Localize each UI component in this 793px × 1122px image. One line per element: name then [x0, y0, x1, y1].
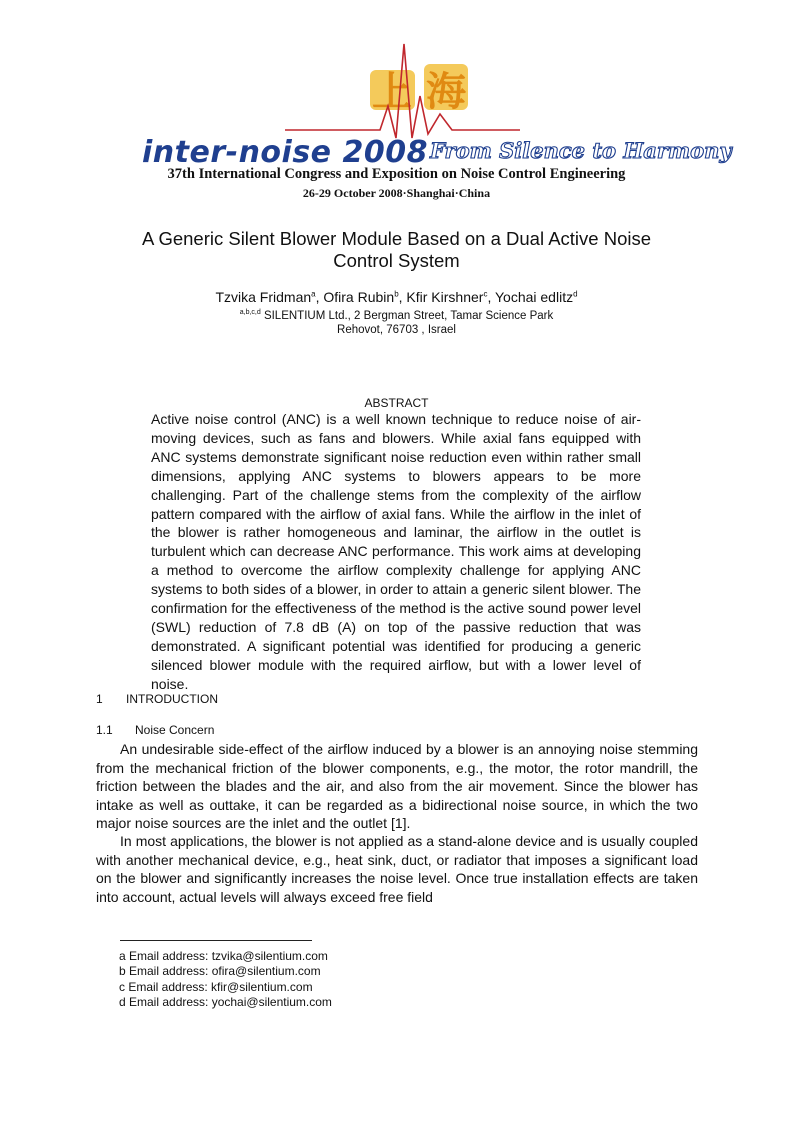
section-heading-introduction [96, 692, 218, 706]
conference-name: 37th International Congress and Exposition on Noise Control Engineering [167, 166, 626, 182]
logo-slogan: From Silence to Harmony [430, 138, 732, 163]
footnote-b: b Email address: ofira@silentium.com [119, 964, 321, 979]
logo-glyph-right: 海 [426, 69, 466, 115]
logo-glyph-left: 上 [372, 69, 412, 115]
footnote-c: c Email address: kfir@silentium.com [119, 979, 313, 994]
conference-logo [140, 42, 732, 170]
author-sup: c [483, 289, 488, 299]
footnote-a: a Email address: tzvika@silentium.com [119, 949, 328, 963]
author-name: Kfir Kirshner [406, 289, 484, 305]
author-sup: d [573, 289, 578, 299]
section-title: INTRODUCTION [126, 692, 218, 706]
abstract-text: Active noise control (ANC) is a well known technique to reduce noise of air-moving devices, such as fans and blowers. While axial fans equipped with ANC systems demonstrate significant noise reduction even within rather small dimensions, applying ANC systems to blowers appears to be more challenging. Part of the challenge stems from the complexity of the airflow pattern compared with the airflow of axial fans. While the airflow in the inlet of the blower is rather homogeneous and laminar, the airflow in the outlet is turbulent which can decrease ANC performance. This work aims at developing a method to overcome the airflow complexity challenge for applying ANC systems to both sides of a blower, in order to attain a generic silent blower. The confirmation for the effectiveness of the method is the active sound power level (SWL) reduction of 7.8 dB (A) on top of the passive reduction that was demonstrated. A significant potential was identified for producing a generic silenced blower module with the required airflow, but with a lower level of noise. [151, 411, 641, 692]
footnote-d: d Email address: yochai@silentium.com [119, 994, 332, 1009]
author-sup: b [394, 289, 399, 299]
section-number: 1 [96, 692, 103, 706]
author-list: Tzvika Fridman$^a$, Ofira Rubin$^b$, Kfir Kirshner$^c$, Yochai edlitz$^d$ [215, 289, 578, 305]
footnote-divider [120, 940, 312, 941]
logo-wordmark: inter-noise 2008 [142, 135, 428, 170]
paragraph-text: An undesirable side-effect of the airflow induced by a blower is an annoying noise stemming from the mechanical friction of the blower components, e.g., the motor, the rotor mandrill, the friction between the blades and the air, and also from the air movement. Since the blower has intake as well as outtake, it can be regarded as a bidirectional noise source, in which the two major noise sources are the inlet and the outlet [1]. [96, 741, 698, 832]
author-name: Yochai edlitz [494, 289, 574, 305]
affiliation-line1: SILENTIUM Ltd., 2 Bergman Street, Tamar Science Park [260, 309, 554, 322]
subsection-number: 1.1 [96, 723, 113, 737]
footnotes [119, 949, 332, 1010]
paper-title: A Generic Silent Blower Module Based on a Dual Active Noise Control System [141, 228, 652, 271]
author-name: Ofira Rubin [323, 289, 395, 305]
subsection-heading-noise-concern [96, 723, 214, 737]
abstract-heading: ABSTRACT [364, 396, 429, 410]
affiliation [90, 306, 703, 337]
affiliation-line2: Rehovot, 76703 , Israel [337, 323, 456, 336]
paragraph-text: In most applications, the blower is not applied as a stand-alone device and is usually coupled with another mechanical device, e.g., heat sink, duct, or radiator that imposes a significant load on the blower and significantly increases the noise level. Once true installation effects are taken into account, actual levels will always exceed free field [96, 833, 698, 905]
body-paragraph-1 [96, 740, 698, 833]
body-paragraph-2 [96, 832, 698, 906]
subsection-title: Noise Concern [135, 723, 215, 737]
affiliation-sup: a,b,c,d [239, 309, 261, 316]
author-sup: a [311, 289, 316, 299]
author-name: Tzvika Fridman [215, 289, 312, 305]
conference-dates: 26-29 October 2008·Shanghai·China [302, 186, 491, 200]
